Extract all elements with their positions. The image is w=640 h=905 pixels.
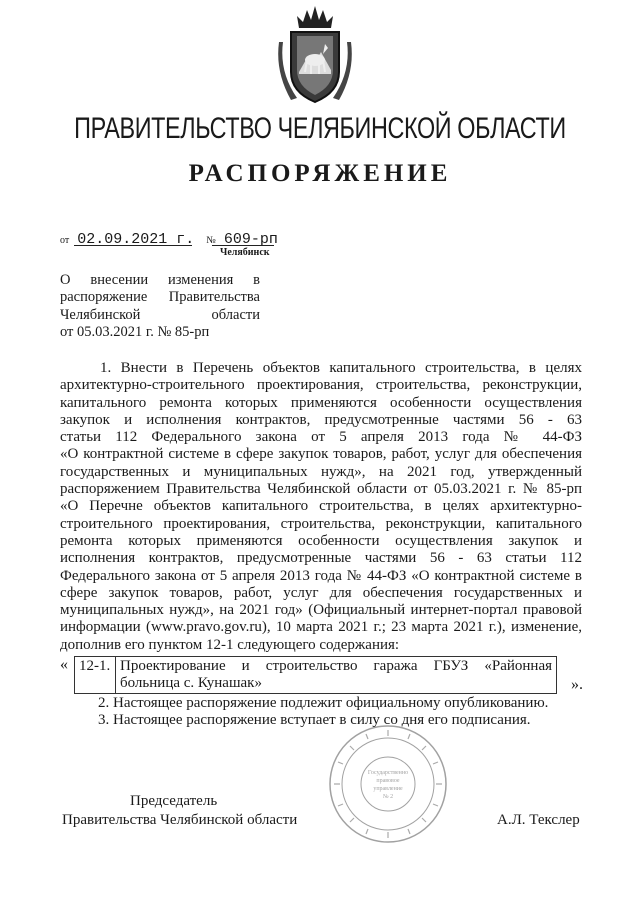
body-paragraph xyxy=(60,360,582,654)
date-underline xyxy=(74,245,192,246)
stamp-center-text: правовое xyxy=(376,778,400,784)
body-line: распоряжением Правительства Челябинской области от 05.03.2021 г. № 85-рп xyxy=(60,481,582,498)
subject-line: О внесении изменения в xyxy=(60,272,260,288)
subject-block xyxy=(60,272,260,341)
body-line: архитектурно-строительного проектирования, строительства, реконструкции, xyxy=(60,377,582,394)
number-label: № xyxy=(206,235,216,246)
item-2: 2. Настоящее распоряжение подлежит официальному опубликованию. xyxy=(98,695,549,711)
body-line: закупок и исполнения контрактов, предусмотренные частями 56 - 63 xyxy=(60,411,582,428)
document-type-title: РАСПОРЯЖЕНИЕ xyxy=(188,160,452,187)
table-text-line: Проектирование и строительство гаража ГБУЗ «Районная xyxy=(120,658,552,674)
coat-of-arms-emblem xyxy=(277,2,353,106)
table-row xyxy=(75,657,557,694)
item-3: 3. Настоящее распоряжение вступает в силу со дня его подписания. xyxy=(98,712,531,728)
body-line: строительного проектирования, строительства, реконструкции, капитального xyxy=(60,515,582,532)
number-underline xyxy=(212,245,274,246)
stamp-center-text: управление xyxy=(373,786,403,792)
document-date: 02.09.2021 г. xyxy=(77,231,195,248)
body-line: исполнения контрактов, предусмотренные частями 56 - 63 статьи 112 xyxy=(60,550,582,567)
official-seal-stamp xyxy=(326,722,450,846)
signatory-name: А.Л. Текслер xyxy=(497,812,580,828)
table-text-line: больница с. Кунашак» xyxy=(120,675,262,691)
subject-line: Челябинской области xyxy=(60,306,260,323)
table-open-quote: « xyxy=(60,656,68,673)
body-line: сфере закупок товаров, работ, услуг для обеспечения государственных и xyxy=(60,584,582,601)
subject-line: распоряжение Правительства xyxy=(60,289,260,306)
table-cell-number: 12-1. xyxy=(75,657,116,694)
from-label: от xyxy=(60,235,70,246)
table-close-quote: ». xyxy=(571,676,583,693)
stamp-center-text: Государственно xyxy=(367,770,409,776)
body-line: «О контрактной системе в сфере закупок товаров, работ, услуг для обеспечения xyxy=(60,446,582,463)
body-line: муниципальных нужд», на 2021 год» (Официальный интернет-портал правовой xyxy=(60,602,582,619)
stamp-center-text: № 2 xyxy=(382,794,394,800)
body-line: государственных и муниципальных нужд», на 2021 год, утвержденный xyxy=(60,463,582,480)
organization-title: ПРАВИТЕЛЬСТВО ЧЕЛЯБИНСКОЙ ОБЛАСТИ xyxy=(74,112,566,145)
signatory-title-line2: Правительства Челябинской области xyxy=(62,812,298,828)
body-line: «О Перечне объектов капитального строительства, в целях архитектурно- xyxy=(60,498,582,515)
document-number: 609-рп xyxy=(223,231,278,248)
subject-line: от 05.03.2021 г. № 85-рп xyxy=(60,323,210,340)
body-line: статьи 112 Федерального закона от 5 апреля 2013 года № 44-ФЗ xyxy=(60,429,582,446)
amendment-table xyxy=(74,656,557,694)
body-line: ремонта которых применяются особенности осуществления закупок и xyxy=(60,532,582,549)
signatory-title-line1: Председатель xyxy=(130,793,218,809)
table-cell-text xyxy=(116,657,557,694)
body-line: капитального ремонта которых применяются особенности осуществления xyxy=(60,394,582,411)
body-line: 1. Внести в Перечень объектов капитального строительства, в целях xyxy=(100,360,582,376)
body-line: информации (www.pravo.gov.ru), 10 марта 2021 г.; 23 марта 2021 г.), изменение, xyxy=(60,619,582,636)
body-line: Федерального закона от 5 апреля 2013 года № 44-ФЗ «О контрактной системе в xyxy=(60,567,582,584)
body-line: дополнив его пунктом 12-1 следующего содержания: xyxy=(60,636,400,653)
city-label: Челябинск xyxy=(220,247,270,258)
